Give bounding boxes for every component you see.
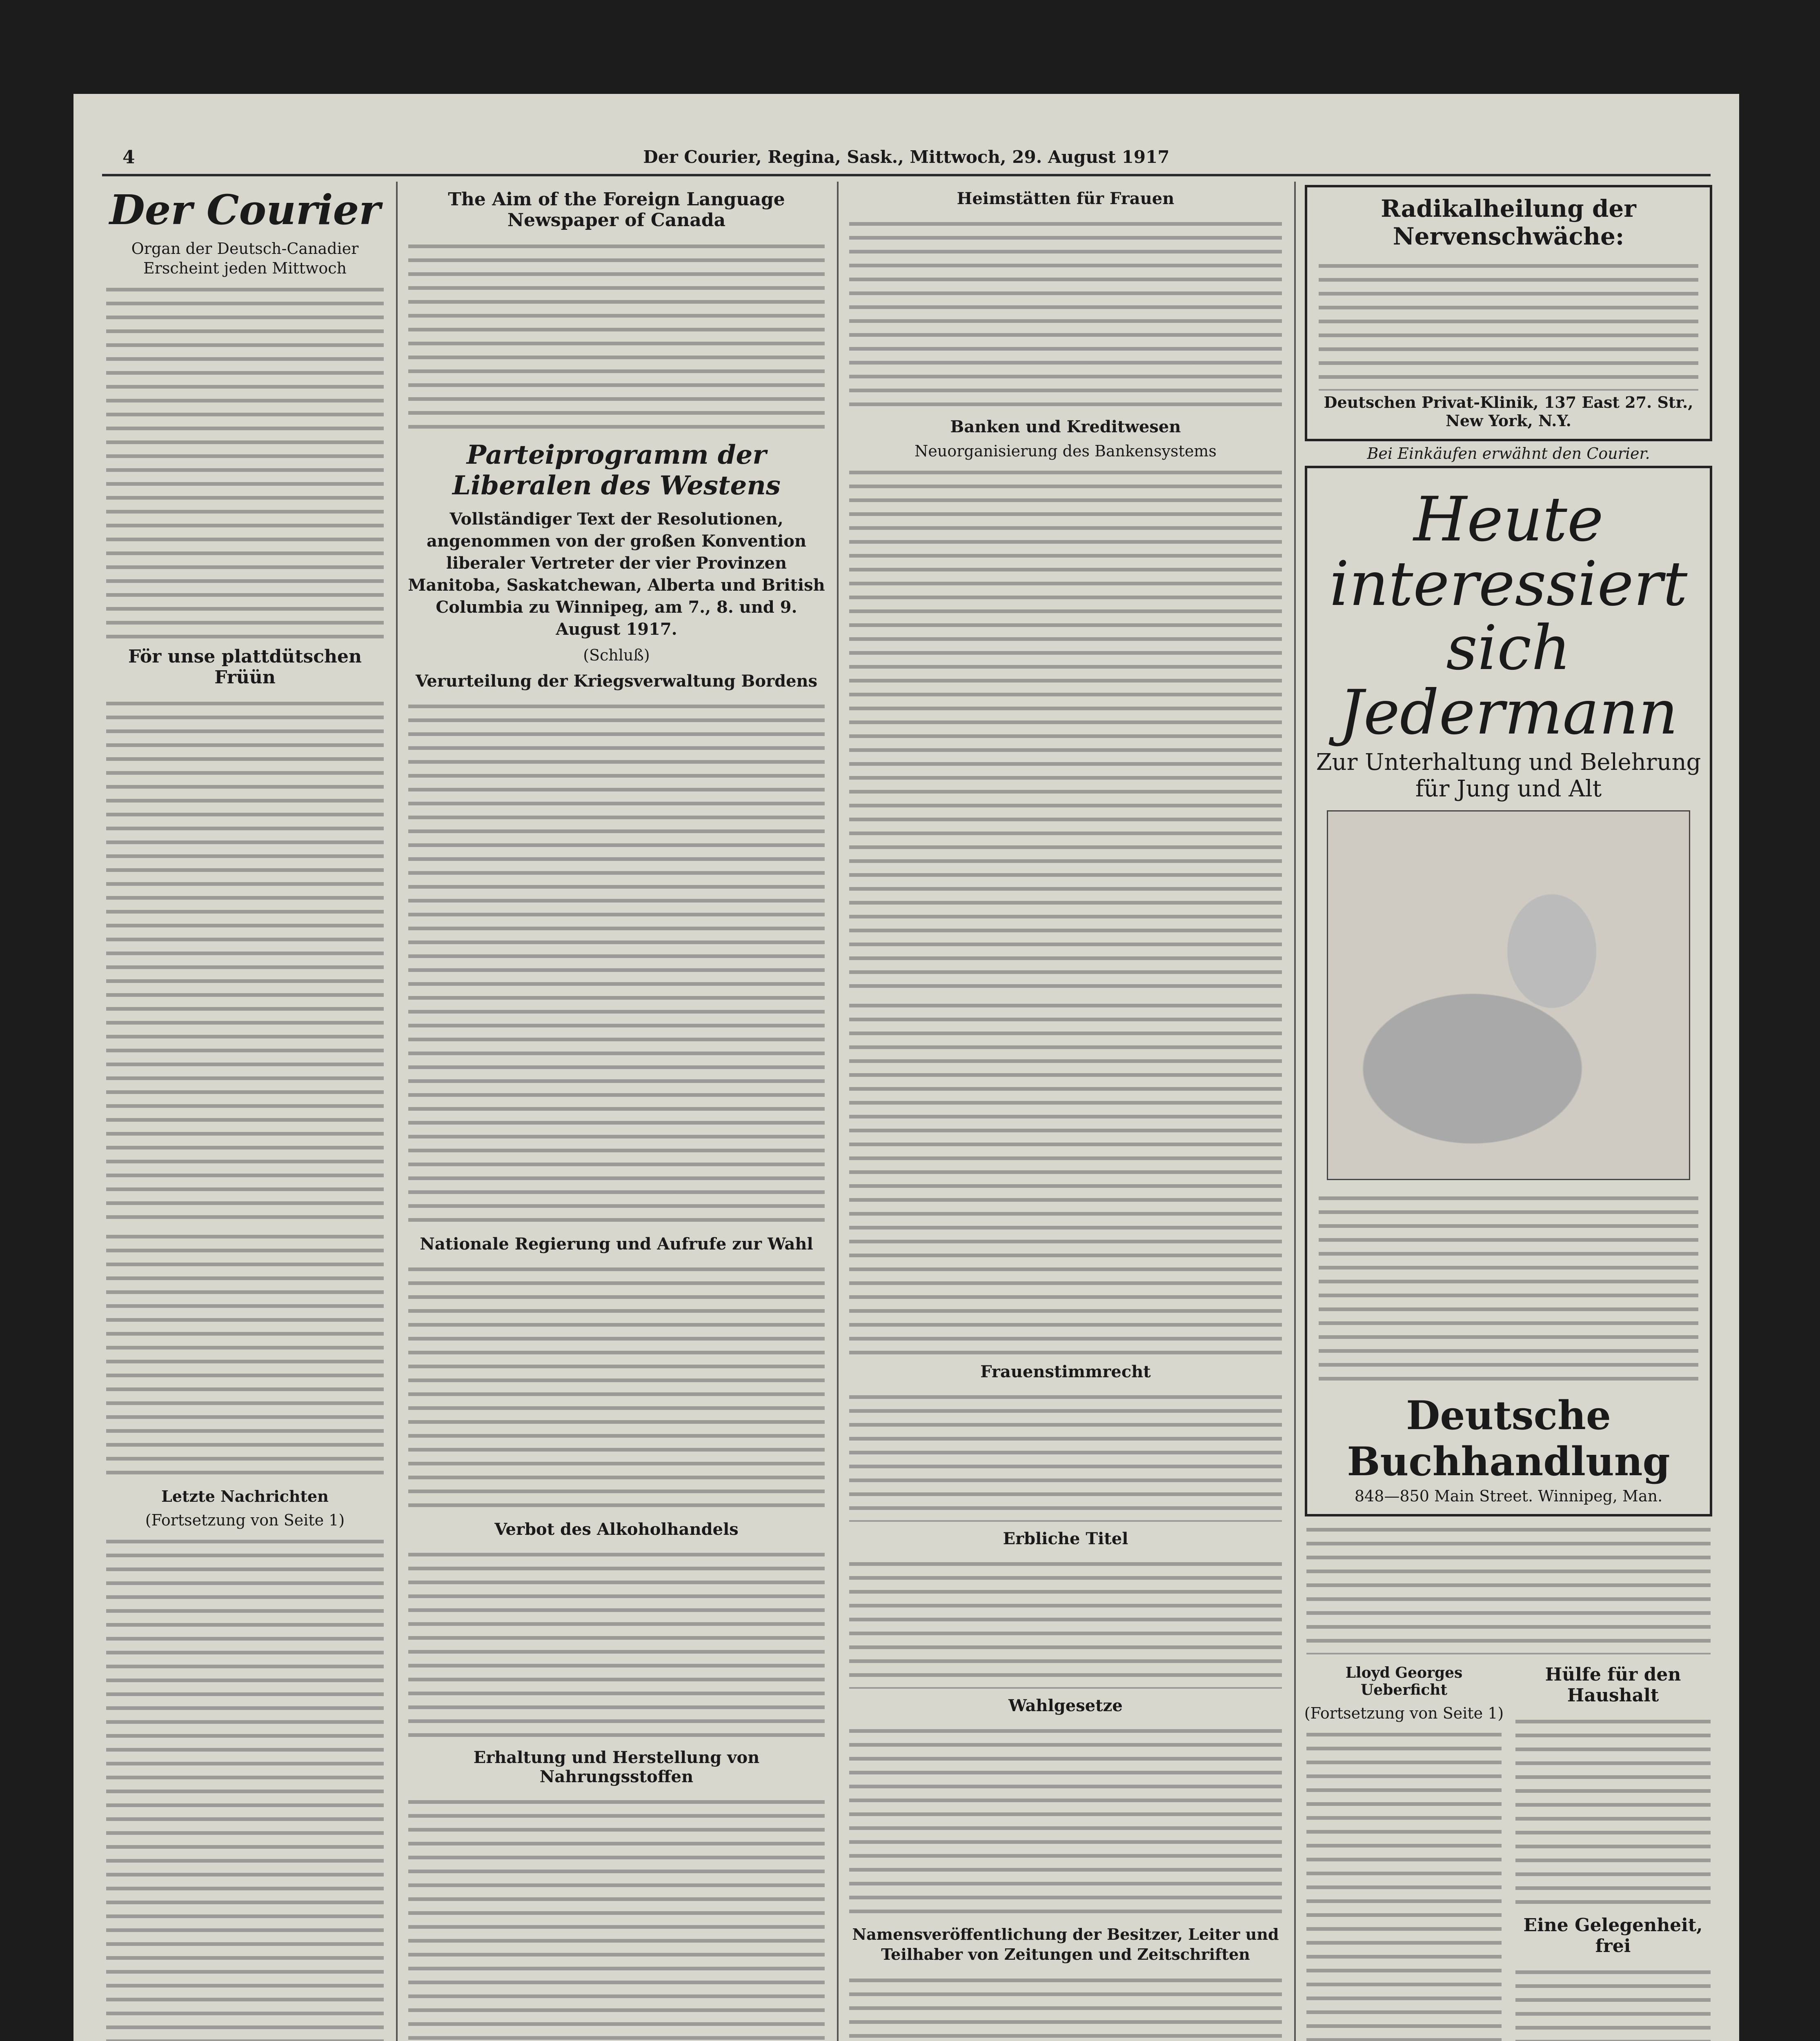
heading-huelfe: Hülfe für den Haushalt <box>1545 1664 1681 1706</box>
ad-heute-title: Heute interessiert sich Jedermann <box>1329 484 1688 748</box>
heading-namensveroeffentlichung: Namensveröffentlichung der Besitzer, Leiter und Teilhaber von Zeitungen und Zeitschriften <box>852 1925 1279 1964</box>
bottom-split <box>1302 1657 1715 2041</box>
heading-nationale-regierung: Nationale Regierung und Aufrufe zur Wahl <box>420 1234 813 1254</box>
heading-banken: Banken und Kreditwesen <box>950 417 1181 436</box>
ad-buchhandlung-title: Deutsche Buchhandlung <box>1347 1392 1670 1485</box>
masthead-sub: Organ der Deutsch-Canadier <box>131 240 359 258</box>
masthead-sub2: Erscheint jeden Mittwoch <box>143 259 347 277</box>
heading-reorganisierung: Neuorganisierung des Bankensystems <box>914 442 1217 460</box>
heading-gelegenheit: Eine Gelegenheit, frei <box>1523 1915 1703 1957</box>
heading-aim: The Aim of the Foreign Language Newspaper of Canada <box>448 189 785 231</box>
heading-resolutions: Vollständiger Text der Resolutionen, angenommen von der großen Konvention liberaler Vertreter der vier Provinzen Manitoba, Saskatchewan, Alberta und British Columbia zu Winnipeg, am 7., 8. und 9. August 1917. <box>408 509 825 639</box>
column-3 <box>845 182 1286 2041</box>
article-nahrung <box>408 1792 825 2041</box>
article-nachrichten <box>106 1532 384 2041</box>
article-lloyd <box>1306 1725 1502 2041</box>
article-wahlgesetze <box>849 1721 1282 1917</box>
page-header <box>73 147 1739 176</box>
masthead-text <box>106 280 384 639</box>
column-1 <box>102 182 388 2041</box>
heading-nachrichten: Letzte Nachrichten <box>161 1487 329 1505</box>
article-nationale-regierung <box>408 1259 825 1512</box>
ad-unterhaltung: Zur Unterhaltung und Belehrung für Jung und Alt <box>1316 749 1701 802</box>
lloyd-column <box>1302 1657 1506 2041</box>
ad-buchhandlung <box>1305 466 1712 1516</box>
heading-lloyd: Lloyd Georges Ueberficht <box>1345 1664 1463 1699</box>
column-rule-1 <box>396 182 398 2041</box>
article-verurteilung <box>408 696 825 1227</box>
article-frauenstimmrecht <box>849 1387 1282 1522</box>
heading-frauenstimmrecht: Frauenstimmrecht <box>980 1362 1151 1381</box>
heading-heimstaetten: Heimstätten für Frauen <box>957 189 1175 208</box>
page-number: 4 <box>122 147 135 168</box>
ad-illustration-stereoscope <box>1327 810 1690 1180</box>
heading-wahlgesetze: Wahlgesetze <box>1008 1696 1123 1715</box>
header-rule <box>102 174 1711 176</box>
ad-radikal-text <box>1319 256 1698 391</box>
heading-plattdeutsch: För unse plattdütschen Früün <box>128 646 362 688</box>
article-letter <box>106 1227 384 1480</box>
column-4 <box>1302 182 1715 2041</box>
article-alkohol <box>408 1545 825 1741</box>
heading-lloyd-sub: (Fortsetzung von Seite 1) <box>1304 1704 1504 1722</box>
article-gelegenheit <box>1515 1962 1711 2041</box>
masthead: Der Courier <box>109 186 380 234</box>
heading-parteiprogramm: Parteiprogramm der Liberalen des Westens <box>452 440 781 501</box>
heading-nachrichten-sub: (Fortsetzung von Seite 1) <box>145 1511 345 1529</box>
article-namensveroeffentlichung <box>849 1970 1282 2041</box>
courier-note-top: Bei Einkäufen erwähnt den Courier. <box>1367 445 1650 462</box>
ad-radikal-title: Radikalheilung der Nervenschwäche: <box>1381 195 1636 250</box>
article-kredite <box>849 996 1282 1355</box>
column-rule-2 <box>837 182 839 2041</box>
article-plattdeutsch <box>106 694 384 1224</box>
article-huelfe <box>1515 1712 1711 1908</box>
huelfe-column <box>1511 1657 1715 2041</box>
column-2 <box>404 182 829 2041</box>
ad-price-list <box>1319 1188 1698 1384</box>
article-wide-cont <box>1306 1520 1711 1654</box>
article-heimstaetten <box>849 214 1282 410</box>
label-schluss: (Schluß) <box>583 646 650 664</box>
heading-nahrung: Erhaltung und Herstellung von Nahrungsstoffen <box>473 1748 760 1786</box>
ad-radikalheilung <box>1305 185 1712 441</box>
article-aim <box>408 236 825 432</box>
heading-verurteilung: Verurteilung der Kriegsverwaltung Bordens <box>415 671 818 691</box>
newspaper-page <box>73 94 1739 2041</box>
article-banken <box>849 462 1282 993</box>
ad-radikal-address: Deutschen Privat-Klinik, 137 East 27. Str., New York, N.Y. <box>1324 393 1693 430</box>
heading-erbliche-titel: Erbliche Titel <box>1003 1529 1128 1548</box>
article-erbliche-titel <box>849 1554 1282 1689</box>
column-rule-3 <box>1294 182 1296 2041</box>
running-head: Der Courier, Regina, Sask., Mittwoch, 29. August 1917 <box>643 147 1170 167</box>
ad-buchhandlung-address: 848—850 Main Street. Winnipeg, Man. <box>1354 1487 1663 1505</box>
heading-alkohol: Verbot des Alkoholhandels <box>494 1520 739 1539</box>
